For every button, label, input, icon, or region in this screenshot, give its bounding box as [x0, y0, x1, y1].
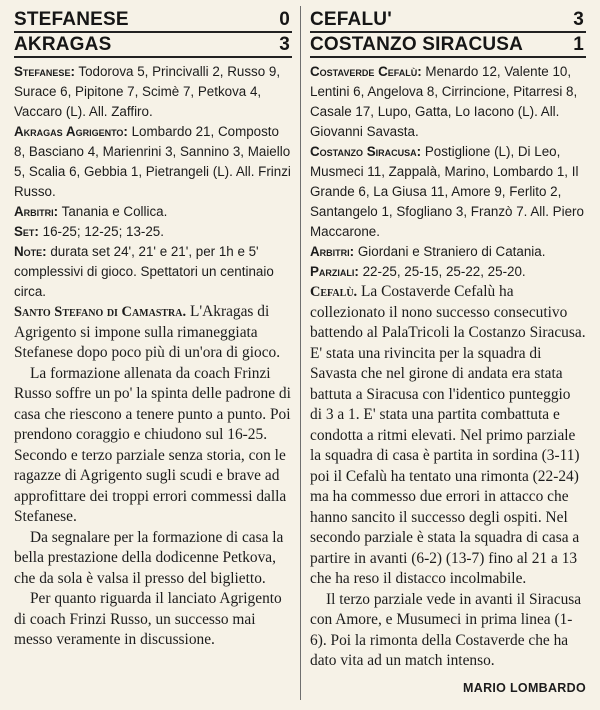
lineup-label: Costaverde Cefalù:	[310, 64, 422, 79]
byline: MARIO LOMBARDO	[463, 680, 586, 695]
notes-label: Note:	[14, 244, 47, 259]
home-score-line	[14, 8, 292, 33]
home-team-name: STEFANESE	[14, 9, 129, 30]
column-divider	[300, 6, 301, 700]
lineup-text: Todorova 5, Princivalli 2, Russo 9, Surace 6, Pipitone 7, Scimè 7, Petkova 4, Vaccaro (L). All. Zaffiro.	[14, 64, 281, 119]
sets-text: 16-25; 12-25; 13-25.	[38, 224, 164, 239]
paragraph-text: La Costaverde Cefalù ha collezionato il nono successo consecutivo battendo al PalaTricoli la Costanzo Siracusa. E' stata una rivincita per la squadra di Savasta che nel girone di andata era stata battuta a Siracusa con l'identico punteggio di 3 a 1. E' stata una partita combattuta e condotta a ritmi elevati. Nel primo parziale la squadra di casa è partita in sordina (3-11) poi il Cefalù ha tentato una rimonta (22-24) ma ha commesso due errori in attacco che hanno sancito il successo degli ospiti. Nel secondo parziale è stata la squadra di casa a partire in avanti (6-2) (13-7) fino al 21 a 13 che ha reso il distacco incolmabile.	[310, 283, 586, 587]
lineup-label: Akragas Agrigento:	[14, 124, 128, 139]
paragraph-text: L'Akragas di Agrigento si impone sulla rimaneggiata Stefanese dopo poco più di un'ora di gioco.	[14, 303, 281, 361]
away-team-name: COSTANZO SIRACUSA	[310, 34, 524, 55]
sets-label: Parziali:	[310, 264, 359, 279]
lineup-text: Postiglione (L), Di Leo, Musmeci 11, Zappalà, Marino, Lombardo 1, Il Grande 6, La Giusa 11, Amore 9, Ferlito 2, Santangelo 1, Sfogliano 3, Franzò 7. All. Piero Maccarone.	[310, 144, 584, 239]
notes-text: durata set 24', 21' e 21', per 1h e 5' complessivi di gioco. Spettatori un centinaio circa.	[14, 244, 274, 299]
away-score-line	[310, 33, 586, 58]
right-column	[310, 8, 586, 695]
away-lineup	[14, 122, 292, 202]
left-column	[14, 8, 292, 651]
home-team-name: CEFALU'	[310, 9, 392, 30]
referees-label: Arbitri:	[14, 204, 59, 219]
home-lineup	[14, 62, 292, 122]
dateline: Santo Stefano di Camastra.	[14, 304, 187, 320]
home-lineup	[310, 62, 586, 142]
article-paragraph	[14, 302, 292, 364]
referees-text: Tanania e Collica.	[58, 204, 168, 219]
lineup-text: Menardo 12, Valente 10, Lentini 6, Angelova 8, Cirrincione, Pitarresi 8, Casale 17, Lupo, Gatta, Lo Iacono (L). All. Giovanni Savasta.	[310, 64, 578, 139]
set-scores	[310, 262, 586, 282]
article-paragraph: Per quanto riguarda il lanciato Agrigento di coach Frinzi Russo, un successo mai messo veramente in discussione.	[14, 590, 282, 648]
lineup-label: Stefanese:	[14, 64, 75, 79]
article-paragraph: Da segnalare per la formazione di casa la bella prestazione della dodicenne Petkova, che da sola è valsa il presso del biglietto.	[14, 528, 284, 587]
away-team-score: 1	[573, 34, 584, 55]
referees	[14, 202, 292, 222]
notes	[14, 242, 292, 302]
away-lineup	[310, 142, 586, 242]
away-score-line	[14, 33, 292, 58]
sets-label: Set:	[14, 224, 39, 239]
article-paragraph	[310, 282, 586, 590]
article-paragraph: Il terzo parziale vede in avanti il Siracusa con Amore, e Musumeci in prima linea (1-6). Poi la rimonta della Costaverde che ha dato vita ad un match intenso.	[310, 590, 582, 669]
referees-label: Arbitri:	[310, 244, 355, 259]
home-team-score: 3	[573, 9, 584, 30]
dateline: Cefalù.	[310, 284, 358, 300]
lineup-label: Costanzo Siracusa:	[310, 144, 422, 159]
home-team-score: 0	[279, 9, 290, 30]
article-body	[14, 302, 292, 651]
away-team-name: AKRAGAS	[14, 34, 112, 55]
sets-text: 22-25, 25-15, 25-22, 25-20.	[358, 264, 526, 279]
away-team-score: 3	[279, 34, 290, 55]
referees	[310, 242, 586, 262]
referees-text: Giordani e Straniero di Catania.	[354, 244, 546, 259]
match-info	[310, 62, 586, 282]
article-body	[310, 282, 586, 695]
match-info	[14, 62, 292, 302]
lineup-text: Lombardo 21, Composto 8, Basciano 4, Marienrini 3, Sannino 3, Maiello 5, Scalia 6, Gebbia 1, Pietrangeli (L). All. Frinzi Russo.	[14, 124, 291, 199]
set-scores	[14, 222, 292, 242]
home-score-line	[310, 8, 586, 33]
article-paragraph: La formazione allenata da coach Frinzi Russo soffre un po' la spinta delle padrone di casa che riescono a tenere punto a punto. Poi prendono coraggio e chiudono sul 16-25. Secondo e terzo parziale senza storia, con le ragazze di Agrigento sugli scudi e brave ad approfittare dei troppi errori commessi dalla Stefanese.	[14, 364, 291, 525]
